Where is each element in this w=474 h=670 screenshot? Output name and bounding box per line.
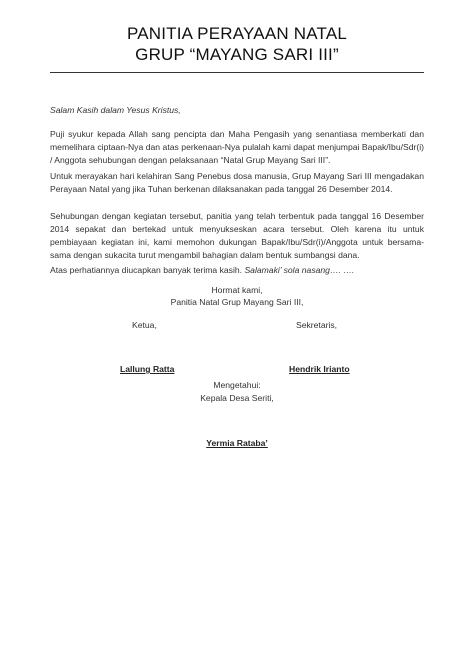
title-divider bbox=[50, 72, 424, 73]
village-head-role: Kepala Desa Seriti, bbox=[200, 393, 274, 403]
paragraph-1: Puji syukur kepada Allah sang pencipta dan Maha Pengasih yang senantiasa memberkati dan memelihara ciptaan-Nya dan atas perkenaan-Nya pulalah kami dapat menjumpai Bapak/Ibu/Sdr(i) / Anggota sehubungan dengan pelaksanaan “Natal Grup Mayang Sari III”. bbox=[50, 129, 424, 165]
letter-title-line2: GRUP “MAYANG SARI III” bbox=[135, 45, 339, 64]
closing-salutation: Hormat kami, bbox=[211, 285, 263, 295]
paragraph-4 bbox=[50, 264, 424, 277]
paragraph-3: Sehubungan dengan kegiatan tersebut, panitia yang telah terbentuk pada tanggal 16 Desember 2014 sepakat dan bertekad untuk menyukseskan acara tersebut. Oleh karena itu untuk pembiayaan kegiatan ini, kami memohon dukungan Bapak/Ibu/Sdr(i)/Anggota untuk bersama-sama dengan sukacita turut mengambil bahagian dalam bentuk sumbangsi dana. bbox=[50, 211, 424, 260]
secretary-role: Sekretaris, bbox=[296, 320, 338, 330]
secretary-name: Hendrik Irianto bbox=[289, 364, 350, 374]
committee-name: Panitia Natal Grup Mayang Sari III, bbox=[170, 297, 304, 307]
acknowledged-label: Mengetahui: bbox=[213, 380, 261, 390]
paragraph-4-italic: Salamaki’ sola nasang…. …. bbox=[244, 265, 355, 275]
chairman-name: Lallung Ratta bbox=[120, 364, 175, 374]
letter-title-line1: PANITIA PERAYAAN NATAL bbox=[126, 24, 348, 43]
village-head-name: Yermia Rataba’ bbox=[206, 438, 268, 448]
paragraph-2: Untuk merayakan hari kelahiran Sang Penebus dosa manusia, Grup Mayang Sari III mengadakan Perayaan Natal yang jika Tuhan berkenan dilaksanakan pada tanggal 26 Desember 2014. bbox=[50, 171, 424, 194]
greeting: Salam Kasih dalam Yesus Kristus, bbox=[50, 105, 181, 115]
paragraph-4-text: Atas perhatiannya diucapkan banyak terima kasih. bbox=[50, 265, 245, 275]
chairman-role: Ketua, bbox=[132, 320, 157, 330]
